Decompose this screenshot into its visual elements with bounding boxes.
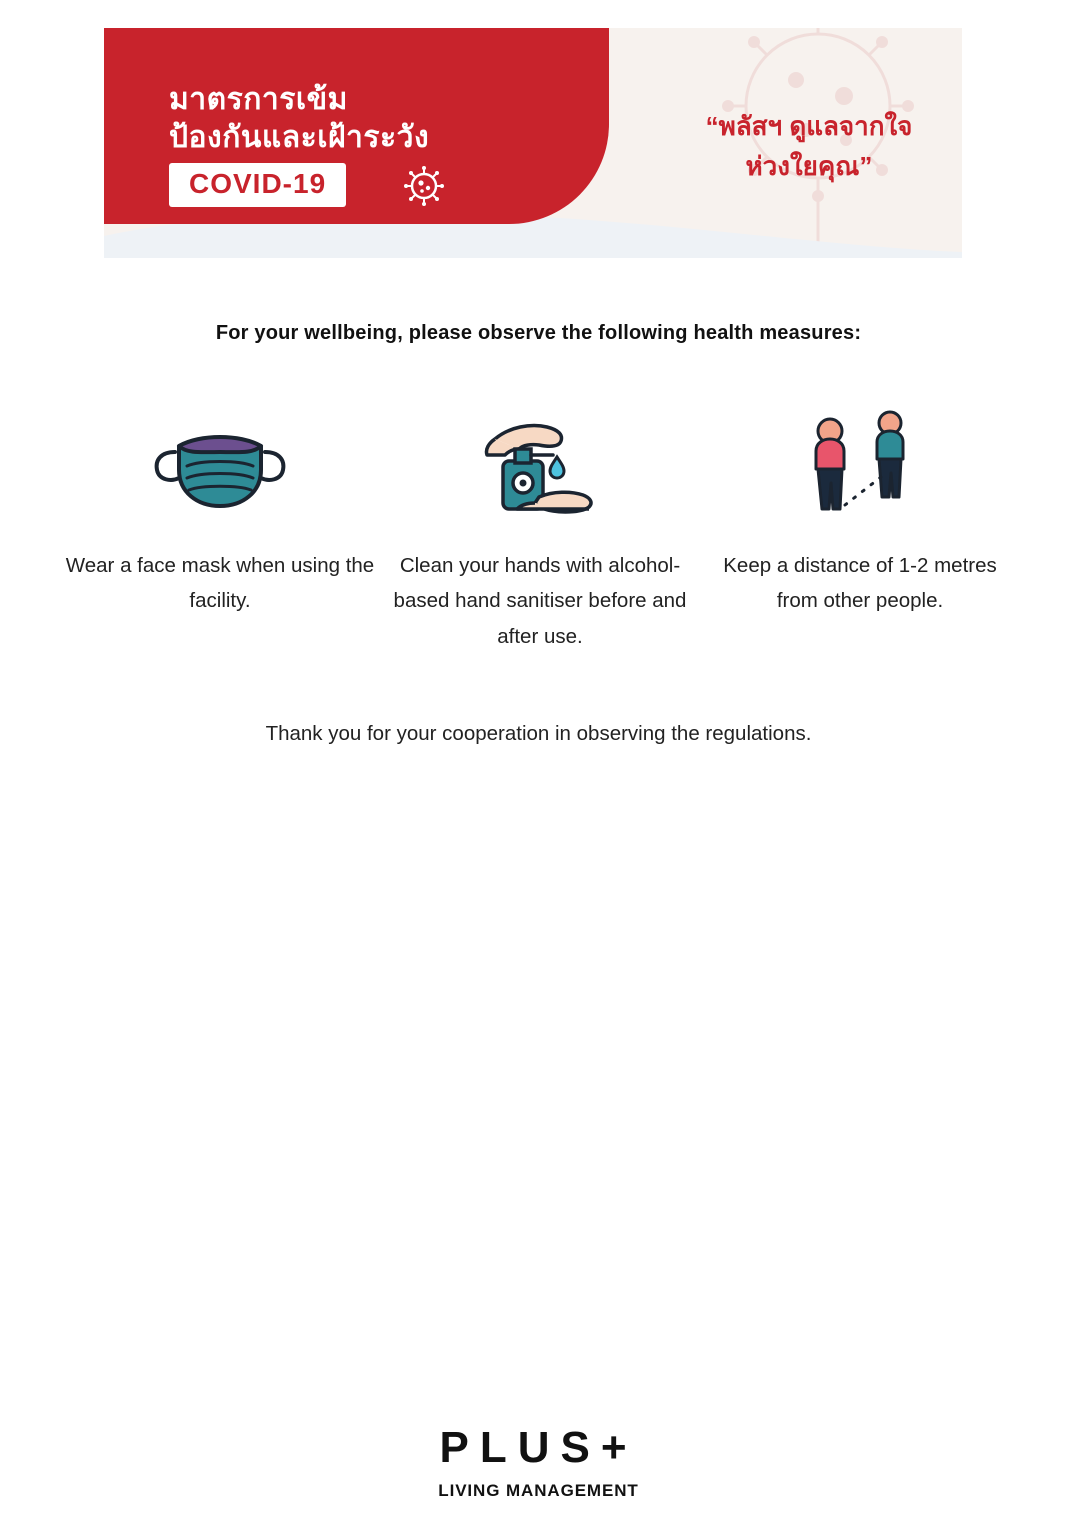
banner-quote-line2: ห่วงใยคุณ” <box>745 151 873 182</box>
thank-you-text: Thank you for your cooperation in observing the regulations. <box>265 722 812 745</box>
measure-item <box>700 405 1020 619</box>
logo-plus-mark: + <box>600 1423 638 1472</box>
banner-quote <box>664 106 954 187</box>
footer-logo <box>0 1423 1077 1501</box>
hand-sanitiser-icon <box>465 405 615 523</box>
health-measures-list <box>60 405 1020 654</box>
banner-red-panel <box>104 28 609 224</box>
intro-text: For your wellbeing, please observe the following health measures: <box>215 322 862 344</box>
banner-thai-line2: ป้องกันและเฝ้าระวัง <box>169 121 430 154</box>
social-distancing-icon <box>785 405 935 523</box>
face-mask-icon <box>145 405 295 523</box>
measure-item <box>380 405 700 654</box>
logo-text: PLUS <box>439 1423 601 1472</box>
logo-tagline: LIVING MANAGEMENT <box>438 1481 639 1500</box>
covid-banner <box>104 28 962 258</box>
banner-thai-line1: มาตรการเข้ม <box>169 83 348 116</box>
measure-text: Wear a face mask when using the facility. <box>65 554 375 613</box>
virus-icon <box>404 166 444 206</box>
covid-19-chip: COVID-19 <box>169 163 346 207</box>
measure-text: Clean your hands with alcohol-based hand sanitiser before and after use. <box>393 554 687 648</box>
banner-quote-line1: “พลัสฯ ดูแลจากใจ <box>705 111 913 141</box>
measure-item <box>60 405 380 619</box>
measure-text: Keep a distance of 1-2 metres from other people. <box>723 554 997 613</box>
